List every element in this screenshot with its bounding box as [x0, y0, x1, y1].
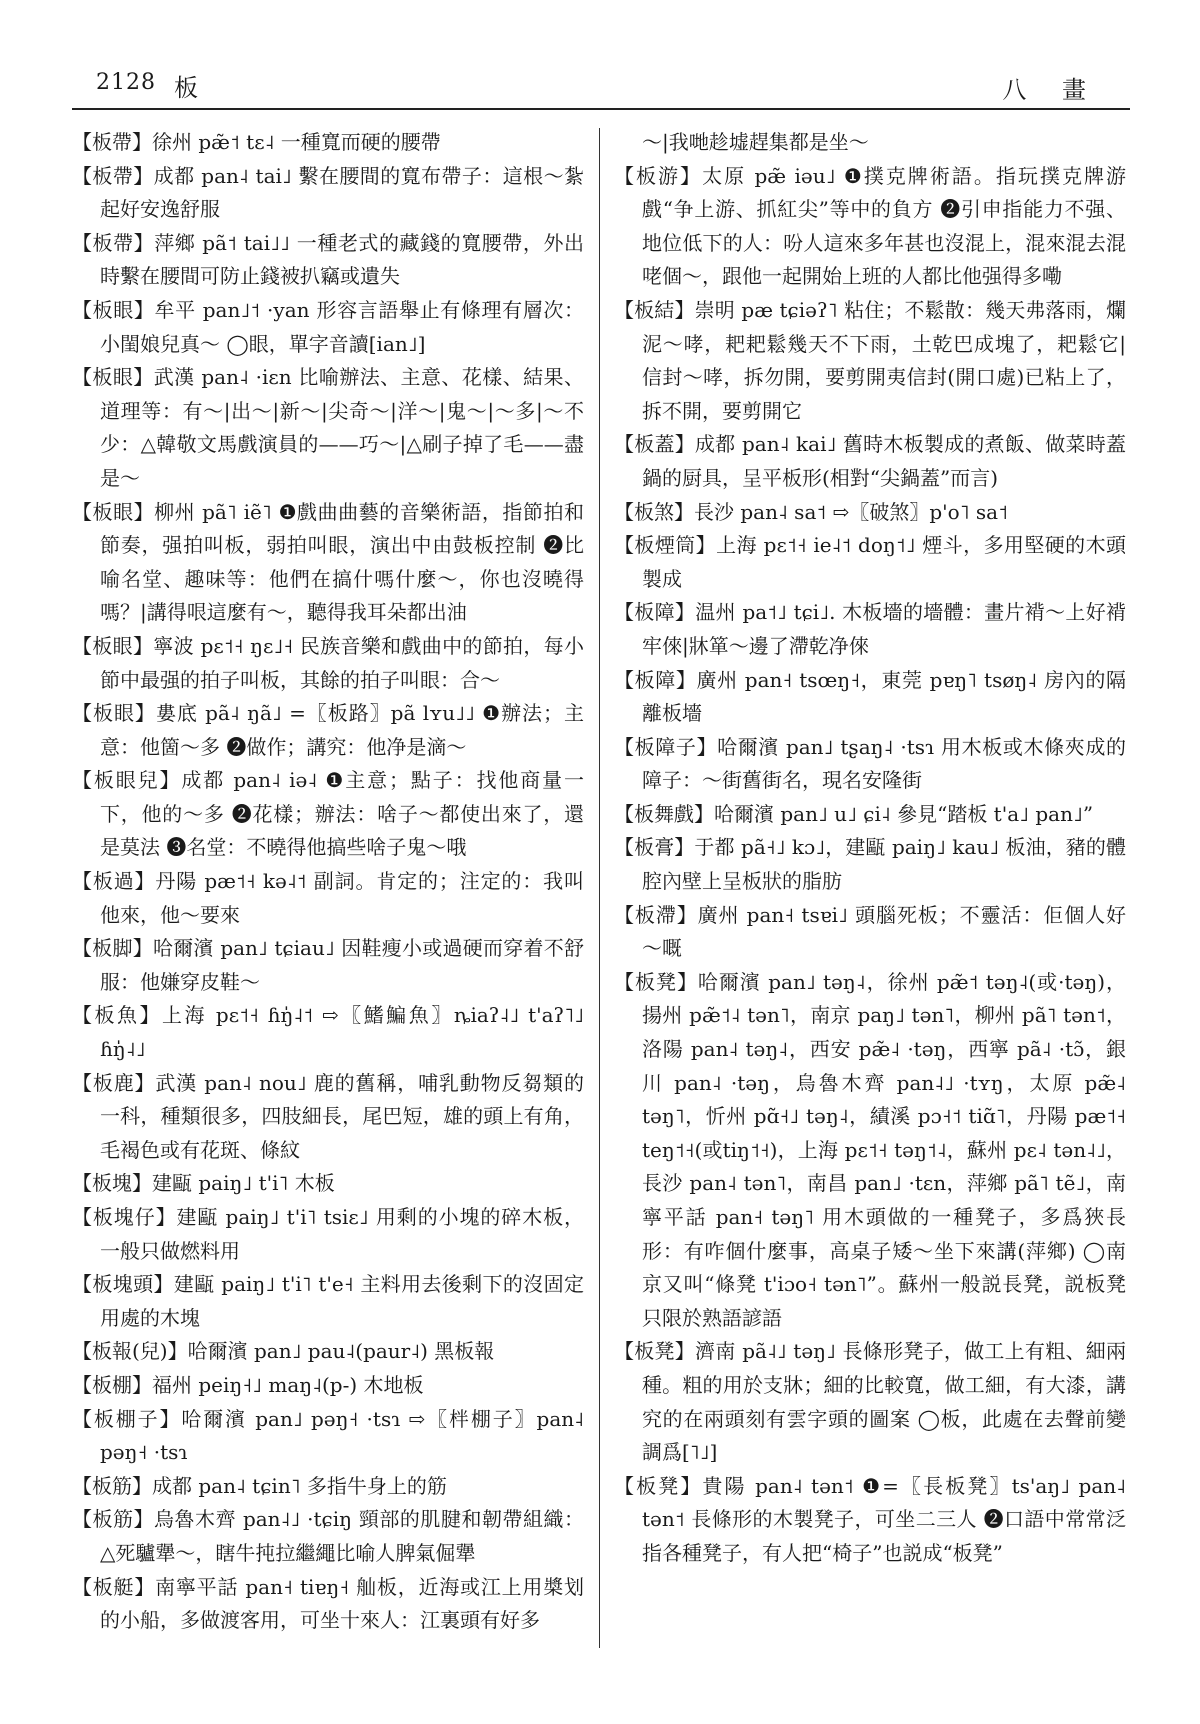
section-label: 八 畫 — [1002, 76, 1100, 104]
dictionary-entry-continuation: ～|我哋趁墟趕集都是坐～ — [642, 130, 869, 154]
left-column — [72, 126, 584, 1638]
dictionary-entry: 【板棚】福州 peiŋ˧˩ maŋ˨(p-) 木地板 — [72, 1372, 424, 1397]
right-column — [614, 126, 1126, 1571]
dictionary-entry: 【板凳】哈爾濱 pan˩ təŋ˨，徐州 pæ̃˦ təŋ˨(或·təŋ)，揚州 pæ̃˦˨ tən˥，南京 paŋ˩ tən˥，柳州 pã˥ tən˦，洛陽 pan˨ təŋ˨，西安 pæ̃˨ ·təŋ，西寧 pã˨ ·tɔ̃，銀川 pan˨ ·təŋ，烏魯木齊 pan˨˩ ·tʏŋ，太原 pæ̃˨ təŋ˥，忻州 pɑ̃˧˩ təŋ˨，績溪 pɔ˧˦ tiɑ̃˥，丹陽 pæ˦˧ teŋ˦˧(或tiŋ˦˧)，上海 pɛ˦˧ təŋ˦˨，蘇州 pɛ˨ tən˨˩，長沙 pan˨ tən˥，南昌 pan˩ ·tɛn，萍鄉 pã˥ tẽ˩，南寧平話 pan˧ təŋ˥ 用木頭做的一種凳子，多爲狹長形：有咋個什麼事，高桌子矮～坐下來講(萍鄉) ◯南京又叫“條凳 t'iɔo˧ tən˥”。蘇州一般説長凳，説板凳只限於熟語諺語 — [614, 969, 1126, 1330]
dictionary-entry: 【板障子】哈爾濱 pan˩ tʂaŋ˨ ·tsɿ 用木板或木條夾成的障子：～街舊街名，現名安隆街 — [614, 734, 1126, 793]
dictionary-entry: 【板蓋】成都 pan˨ kai˩ 舊時木板製成的煮飯、做菜時蓋鍋的厨具，呈平板形(相對“尖鍋蓋”而言) — [614, 432, 1126, 490]
column-divider — [599, 128, 600, 1648]
dictionary-entry: 【板筋】烏魯木齊 pan˨˩ ·tɕiŋ 頸部的肌腱和韌帶組織：△死驢犟～，瞎牛扽拉繼繩比喻人脾氣倔犟 — [72, 1507, 584, 1565]
dictionary-entry: 【板煙筒】上海 pɛ˦˧ ie˨˦ doŋ˦˩ 煙斗，多用堅硬的木頭製成 — [614, 533, 1126, 591]
dictionary-entry: 【板滯】廣州 pan˧ tsɐi˩ 頭腦死板；不靈活：佢個人好～嘅 — [614, 902, 1126, 961]
head-character: 板 — [174, 74, 198, 102]
dictionary-entry: 【板艇】南寧平話 pan˧ tiɐŋ˧ 舢板，近海或江上用槳划的小船，多做渡客用，可坐十來人：江裏頭有好多 — [72, 1574, 584, 1633]
dictionary-entry: 【板報(兒)】哈爾濱 pan˩ pau˨(paur˨) 黑板報 — [72, 1339, 495, 1364]
dictionary-entry: 【板塊】建甌 paiŋ˩ t'i˥ 木板 — [72, 1171, 335, 1196]
dictionary-entry: 【板魚】上海 pɛ˦˧ ɦŋ̍˨˦ ⇨〖鰭鯿魚〗ȵiaʔ˨˩ t'aʔ˥˩ ɦŋ̍˨˩ — [72, 1003, 584, 1062]
dictionary-entry: 【板帶】徐州 pæ̃˦ tɛ˨ 一種寬而硬的腰帶 — [72, 130, 441, 154]
dictionary-entry: 【板膏】于都 pã˧˩ kɔ˩，建甌 paiŋ˩ kau˩ 板油，豬的體腔內壁上呈板狀的脂肪 — [614, 835, 1126, 894]
dictionary-entry: 【板塊仔】建甌 paiŋ˩ t'i˥ tsiɛ˩ 用剩的小塊的碎木板，一般只做燃料用 — [72, 1205, 584, 1263]
dictionary-entry: 【板筋】成都 pan˨ tɕin˥ 多指牛身上的筋 — [72, 1473, 447, 1498]
dictionary-entry: 【板障】廣州 pan˧ tsœŋ˧，東莞 pɐŋ˥ tsøŋ˨ 房內的隔離板墻 — [614, 667, 1126, 726]
dictionary-entry: 【板凳】濟南 pã˨˩ təŋ˩ 長條形凳子，做工上有粗、細兩種。粗的用於支牀；細的比較寬，做工細，有大漆，講究的在兩頭刻有雲字頭的圖案 ◯板，此處在去聲前變調爲[˥˩] — [614, 1339, 1126, 1465]
dictionary-entry: 【板凳】貴陽 pan˨ tən˦ ❶=〖長板凳〗ts'aŋ˩ pan˨ tən˦ 長條形的木製凳子，可坐二三人 ❷口語中常常泛指各種凳子，有人把“椅子”也説成“板凳” — [614, 1473, 1126, 1565]
dictionary-entry: 【板眼】寧波 pɛ˦˧ ŋɛ˩˧ 民族音樂和戲曲中的節拍，每小節中最强的拍子叫板，其餘的拍子叫眼：合～ — [72, 633, 584, 692]
dictionary-entry: 【板障】温州 pa˦˩ tɕi˩. 木板墻的墻體：畫片褙～上好褙牢倈|牀箪～邊了滯乾净倈 — [614, 600, 1126, 658]
dictionary-entry: 【板眼】牟平 pan˩˦ ·yan 形容言語舉止有條理有層次：小閨娘兒真～ ◯眼，單字音讀[ian˩] — [72, 297, 584, 356]
dictionary-entry: 【板脚】哈爾濱 pan˩ tɕiau˩ 因鞋瘦小或過硬而穿着不舒服：他嫌穿皮鞋～ — [72, 936, 584, 994]
dictionary-entry: 【板結】崇明 pæ tɕiəʔ˥ 粘住；不鬆散：幾天弗落雨，爛泥～哮，耙耙鬆幾天不下雨，土乾巴成塊了，耙鬆它|信封～哮，拆勿開，要剪開夷信封(開口處)已粘上了，拆不開，要剪開它 — [614, 297, 1126, 423]
dictionary-entry: 【板棚子】哈爾濱 pan˩ pəŋ˧ ·tsɿ ⇨〖柈棚子〗pan˨ pəŋ˧ ·tsɿ — [72, 1406, 584, 1465]
dictionary-entry: 【板眼】柳州 pã˥ iẽ˥ ❶戲曲曲藝的音樂術語，指節拍和節奏，强拍叫板，弱拍叫眼，演出中由鼓板控制 ❷比喻名堂、趣味等：他們在搞什嗎什麼～，你也沒曉得嗎？|講得哏這麼有～，聽得我耳朵都出油 — [72, 499, 584, 625]
dictionary-entry: 【板塊頭】建甌 paiŋ˩ t'i˥ t'e˧ 主料用去後剩下的沒固定用處的木塊 — [72, 1272, 584, 1330]
dictionary-entry: 【板鹿】武漢 pan˨ nou˩ 鹿的舊稱，哺乳動物反芻類的一科，種類很多，四肢細長，尾巴短，雄的頭上有角，毛褐色或有花斑、條紋 — [72, 1070, 584, 1162]
page-header — [72, 62, 1130, 110]
page-number: 2128 — [96, 70, 156, 95]
dictionary-entry: 【板眼兒】成都 pan˨ iə˨ ❶主意；點子：找他商量一下，他的～多 ❷花樣；辦法：啥子～都使出來了，還是莫法 ❸名堂：不曉得他搞些啥子鬼～哦 — [72, 768, 584, 860]
dictionary-entry: 【板游】太原 pæ̃ iəu˩ ❶撲克牌術語。指玩撲克牌游戲“争上游、抓紅尖”等中的負方 ❷引申指能力不强、地位低下的人：吩人這來多年甚也沒混上，混來混去混咾個～，跟他一起開始上班的人都比他强得多嘞 — [614, 163, 1126, 289]
dictionary-entry: 【板眼】婁底 pã˨ ŋã˩ =〖板路〗pã lʏu˩˩ ❶辦法；主意：他箇～多 ❷做作；講究：他净是滴～ — [72, 701, 584, 759]
dictionary-entry: 【板過】丹陽 pæ˦˧ kə˨˦ 副詞。肯定的；注定的：我叫他來，他～要來 — [72, 869, 584, 927]
dictionary-entry: 【板帶】成都 pan˨ tai˩ 繫在腰間的寬布帶子：這根～紮起好安逸舒服 — [72, 163, 584, 222]
dictionary-entry: 【板眼】武漢 pan˨ ·iɛn 比喻辦法、主意、花樣、結果、道理等：有～|出～|新～|尖奇～|洋～|鬼～|～多|～不少：△韓敬文馬戲演員的——巧～|△刷子掉了毛——盡是～ — [72, 365, 584, 490]
dictionary-entry: 【板煞】長沙 pan˨ sa˦ ⇨〖破煞〗p'o˥ sa˦ — [614, 499, 1008, 524]
dictionary-entry: 【板帶】萍鄉 pã˦ tai˩˩ 一種老式的藏錢的寬腰帶，外出時繫在腰間可防止錢被扒竊或遺失 — [72, 230, 584, 289]
dictionary-entry: 【板舞戲】哈爾濱 pan˩ u˩ ɕi˨ 參見“踏板 t'a˩ pan˩” — [614, 801, 1094, 826]
